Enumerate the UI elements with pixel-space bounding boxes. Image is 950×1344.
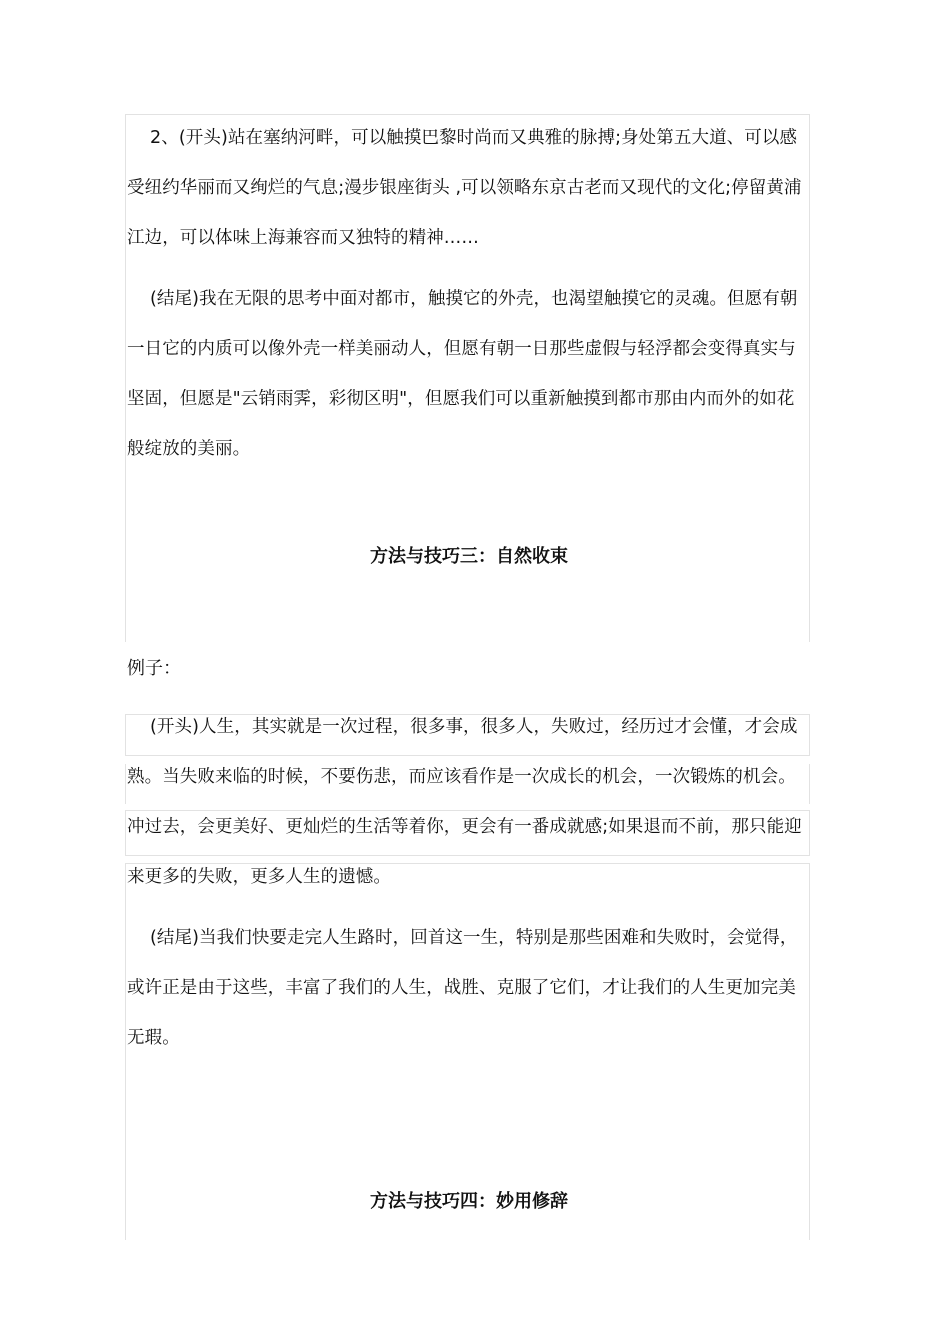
opening-paragraph-2: 2、(开头)站在塞纳河畔，可以触摸巴黎时尚而又典雅的脉搏;身处第五大道、可以感受纽约华丽而又绚烂的气息;漫步银座街头 ,可以领略东京古老而又现代的文化;停留黄浦江边，可以体味上海兼容而又独特的精神…… [127,128,802,248]
opening-paragraph-3: (开头)人生，其实就是一次过程，很多事，很多人，失败过，经历过才会懂，才会成熟。当失败来临的时候，不要伤悲，而应该看作是一次成长的机会，一次锻炼的机会。冲过去，会更美好、更灿烂的生活等着你，更会有一番成就感;如果退而不前，那只能迎来更多的失败，更多人生的遗憾。 [127,717,802,887]
method-four-heading: 方法与技巧四：妙用修辞 [370,1191,568,1212]
example-label: 例子： [127,658,181,679]
method-three-heading: 方法与技巧三：自然收束 [370,546,568,567]
ending-paragraph-3: (结尾)当我们快要走完人生路时，回首这一生，特别是那些困难和失败时，会觉得，或许正是由于这些，丰富了我们的人生，战胜、克服了它们，才让我们的人生更加完美无瑕。 [127,928,798,1048]
ending-paragraph-2: (结尾)我在无限的思考中面对都市，触摸它的外壳，也渴望触摸它的灵魂。但愿有朝一日它的内质可以像外壳一样美丽动人，但愿有朝一日那些虚假与轻浮都会变得真实与坚固，但愿是"云销雨霁，彩彻区明"，但愿我们可以重新触摸到都市那由内而外的如花般绽放的美丽。 [127,289,798,459]
